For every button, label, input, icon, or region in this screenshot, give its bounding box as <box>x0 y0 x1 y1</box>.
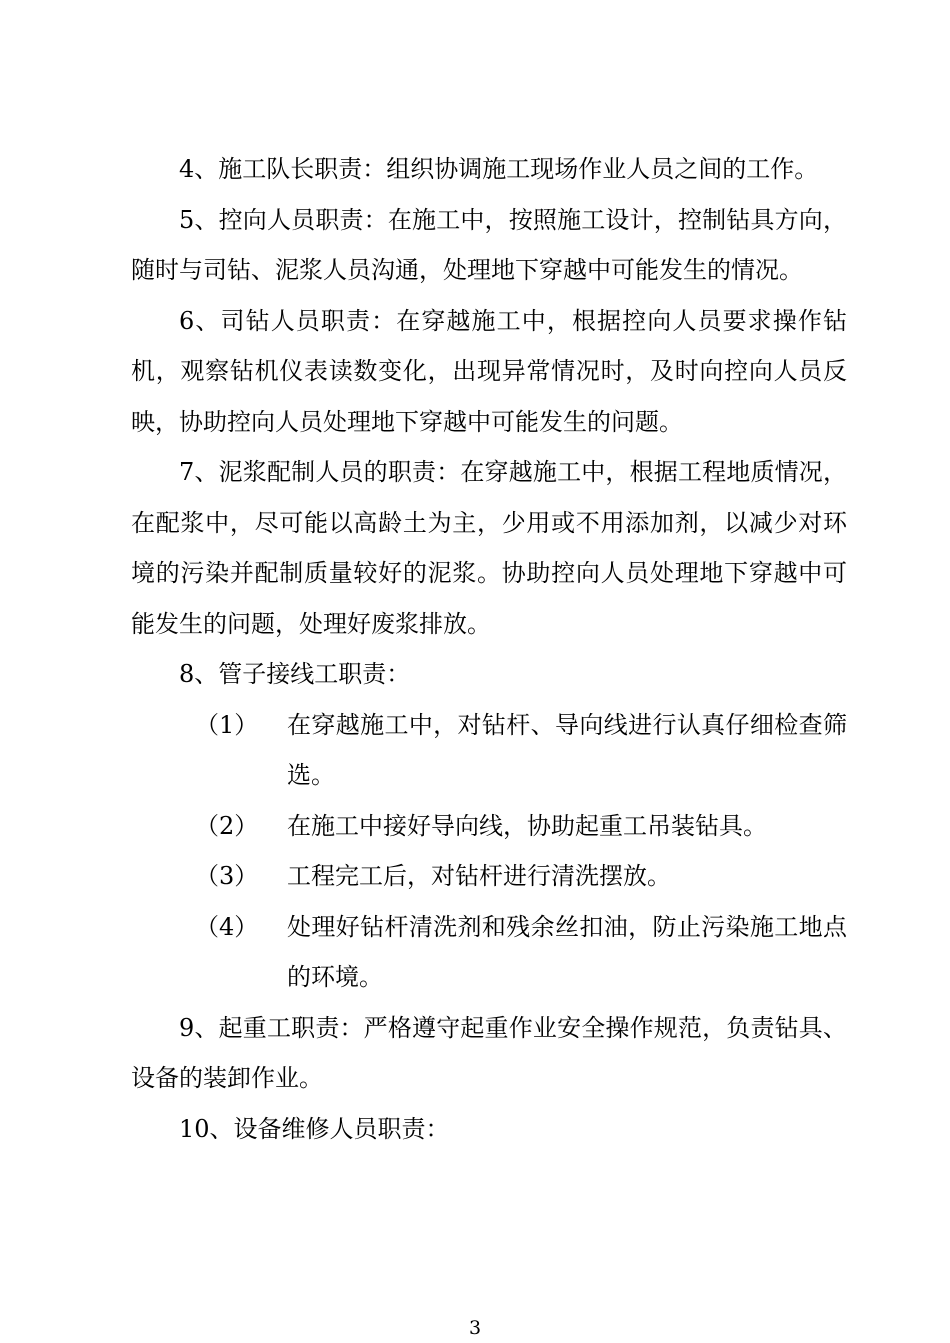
sub-item-number: （4） <box>195 912 259 941</box>
paragraph-6: 6、司钻人员职责：在穿越施工中，根据控向人员要求操作钻机，观察钻机仪表读数变化，出现异常情况时，及时向控向人员反映，协助控向人员处理地下穿越中可能发生的问题。 <box>131 306 847 436</box>
paragraph-8: 8、管子接线工职责： <box>179 660 411 688</box>
paragraph-5: 5、控向人员职责：在施工中，按照施工设计，控制钻具方向，随时与司钻、泥浆人员沟通，处理地下穿越中可能发生的情况。 <box>131 205 847 284</box>
paragraph-9: 9、起重工职责：严格遵守起重作业安全操作规范，负责钻具、设备的装卸作业。 <box>131 1013 847 1092</box>
sub-item-2 <box>131 801 847 852</box>
sub-item-1 <box>131 700 847 801</box>
sub-item-text: 工程完工后，对钻杆进行清洗摆放。 <box>287 862 671 890</box>
sub-item-number: （1） <box>195 710 259 739</box>
paragraph-7: 7、泥浆配制人员的职责：在穿越施工中，根据工程地质情况，在配浆中，尽可能以高龄土为主，少用或不用添加剂，以减少对环境的污染并配制质量较好的泥浆。协助控向人员处理地下穿越中可能发生的问题，处理好废浆排放。 <box>131 458 847 638</box>
sub-item-text: 在穿越施工中，对钻杆、导向线进行认真仔细检查筛选。 <box>287 710 847 789</box>
document-body <box>131 144 847 1154</box>
paragraph-10: 10、设备维修人员职责： <box>179 1114 450 1143</box>
sub-item-number: （2） <box>195 811 259 840</box>
paragraph-4: 4、施工队长职责：组织协调施工现场作业人员之间的工作。 <box>179 155 819 183</box>
sub-item-text: 在施工中接好导向线，协助起重工吊装钻具。 <box>287 811 767 840</box>
sub-item-4 <box>131 902 847 1003</box>
sub-item-3 <box>131 851 847 902</box>
sub-item-number: （3） <box>195 862 259 890</box>
page-number: 3 <box>468 1317 482 1339</box>
sub-item-text: 处理好钻杆清洗剂和残余丝扣油，防止污染施工地点的环境。 <box>287 912 847 991</box>
